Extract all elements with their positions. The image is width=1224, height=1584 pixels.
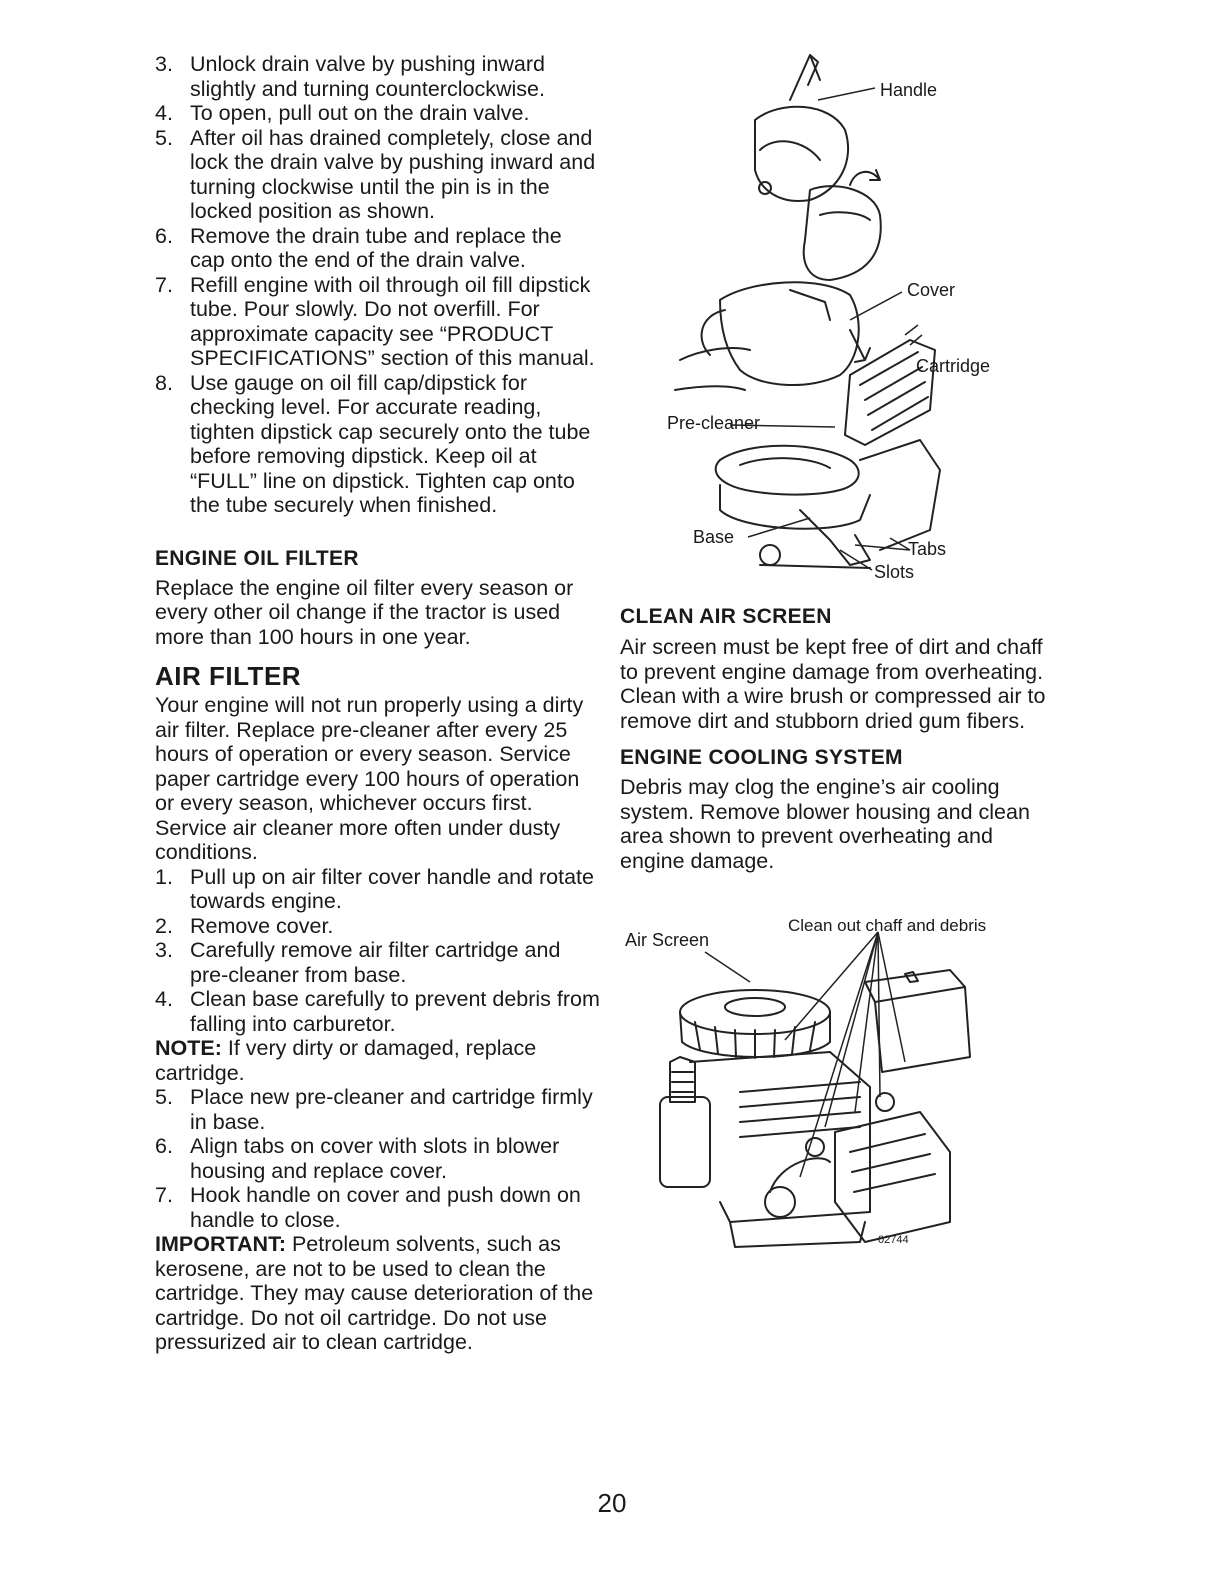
list-item: 6. Remove the drain tube and replace the cap onto the end of the drain valve. — [155, 223, 562, 272]
engine-illustration — [620, 912, 1040, 1252]
left-column — [155, 52, 600, 1355]
note-label: NOTE: — [155, 1036, 222, 1060]
important-label: IMPORTANT: — [155, 1232, 286, 1256]
slots-label: Slots — [874, 562, 915, 582]
air-screen-label: Air Screen — [625, 930, 710, 950]
engine-oil-filter-text: Replace the engine oil filter every season or every other oil change if the tractor is used more than 100 hours in one year. — [155, 575, 574, 649]
list-item: 4. To open, pull out on the drain valve. — [155, 101, 530, 125]
air-filter-diagram — [660, 40, 1040, 590]
list-item: 5. After oil has drained completely, close and lock the drain valve by pushing inward and turning clockwise until the pin is in the locked position as shown. — [155, 125, 596, 223]
list-item: 3. Carefully remove air filter cartridge and pre-cleaner from base. — [155, 938, 561, 987]
oil-drain-steps — [155, 52, 600, 518]
air-filter-heading: AIR FILTER — [155, 661, 302, 691]
list-item: 8. Use gauge on oil fill cap/dipstick for checking level. For accurate reading, tighten dipstick cap securely onto the tube before removing dipstick. Keep oil at “FULL” line on dipstick. Tighten cap onto the tube securely when finished. — [155, 370, 591, 517]
cartridge-label: Cartridge — [916, 356, 991, 376]
handle-label: Handle — [880, 80, 938, 100]
list-item: 7. Refill engine with oil through oil fill dipstick tube. Pour slowly. Do not overfill. For approximate capacity see “PRODUCT SPECIFICATIONS” section of this manual. — [155, 272, 595, 370]
air-filter-intro-2: Service air cleaner more often under dusty conditions. — [155, 815, 561, 864]
note — [155, 1036, 600, 1085]
important-note — [155, 1232, 600, 1355]
engine-cooling-text: Debris may clog the engine’s air cooling system. Remove blower housing and clean area shown to prevent overheating and engine damage. — [620, 775, 1030, 873]
part-number-label: 02744 — [878, 1234, 909, 1246]
note-text: If very dirty or damaged, replace cartridge. — [155, 1036, 537, 1085]
air-filter-illustration — [660, 40, 1040, 590]
engine-cooling-heading: ENGINE COOLING SYSTEM — [620, 746, 903, 769]
list-item: 3. Unlock drain valve by pushing inward slightly and turning counterclockwise. — [155, 52, 545, 101]
pre-cleaner-label: Pre-cleaner — [667, 413, 761, 433]
list-item: 5. Place new pre-cleaner and cartridge firmly in base. — [155, 1085, 593, 1134]
page-number: 20 — [597, 1488, 627, 1518]
list-item: 4. Clean base carefully to prevent debris from falling into carburetor. — [155, 987, 600, 1036]
air-filter-intro: Your engine will not run properly using a dirty air filter. Replace pre-cleaner after every 25 hours of operation or every season. Service paper cartridge every 100 hours of operation or every season, whichever occurs first. — [155, 693, 584, 815]
list-item: 1. Pull up on air filter cover handle and rotate towards engine. — [155, 864, 594, 913]
clean-air-screen-text: Air screen must be kept free of dirt and chaff to prevent engine damage from overheating. Clean with a wire brush or compressed air to remove dirt and stubborn dried gum fibers. — [620, 635, 1046, 733]
cover-label: Cover — [907, 280, 956, 300]
important-text: Petroleum solvents, such as kerosene, are not to be used to clean the cartridge. They may cause deterioration of the cartridge. Do not oil cartridge. Do not use pressurized air to clean cartridge. — [155, 1232, 594, 1354]
engine-oil-filter-heading: ENGINE OIL FILTER — [155, 546, 359, 570]
right-column — [620, 604, 1050, 873]
air-filter-steps-a — [155, 865, 600, 1037]
tabs-label: Tabs — [908, 539, 947, 559]
clean-out-label: Clean out chaff and debris — [788, 916, 987, 935]
engine-cooling-diagram — [620, 912, 1040, 1252]
list-item: 7. Hook handle on cover and push down on handle to close. — [155, 1183, 581, 1232]
clean-air-screen-heading: CLEAN AIR SCREEN — [620, 605, 832, 628]
list-item: 6. Align tabs on cover with slots in blower housing and replace cover. — [155, 1134, 560, 1183]
list-item: 2. Remove cover. — [155, 913, 334, 938]
air-filter-steps-b — [155, 1085, 600, 1232]
base-label: Base — [693, 527, 735, 547]
